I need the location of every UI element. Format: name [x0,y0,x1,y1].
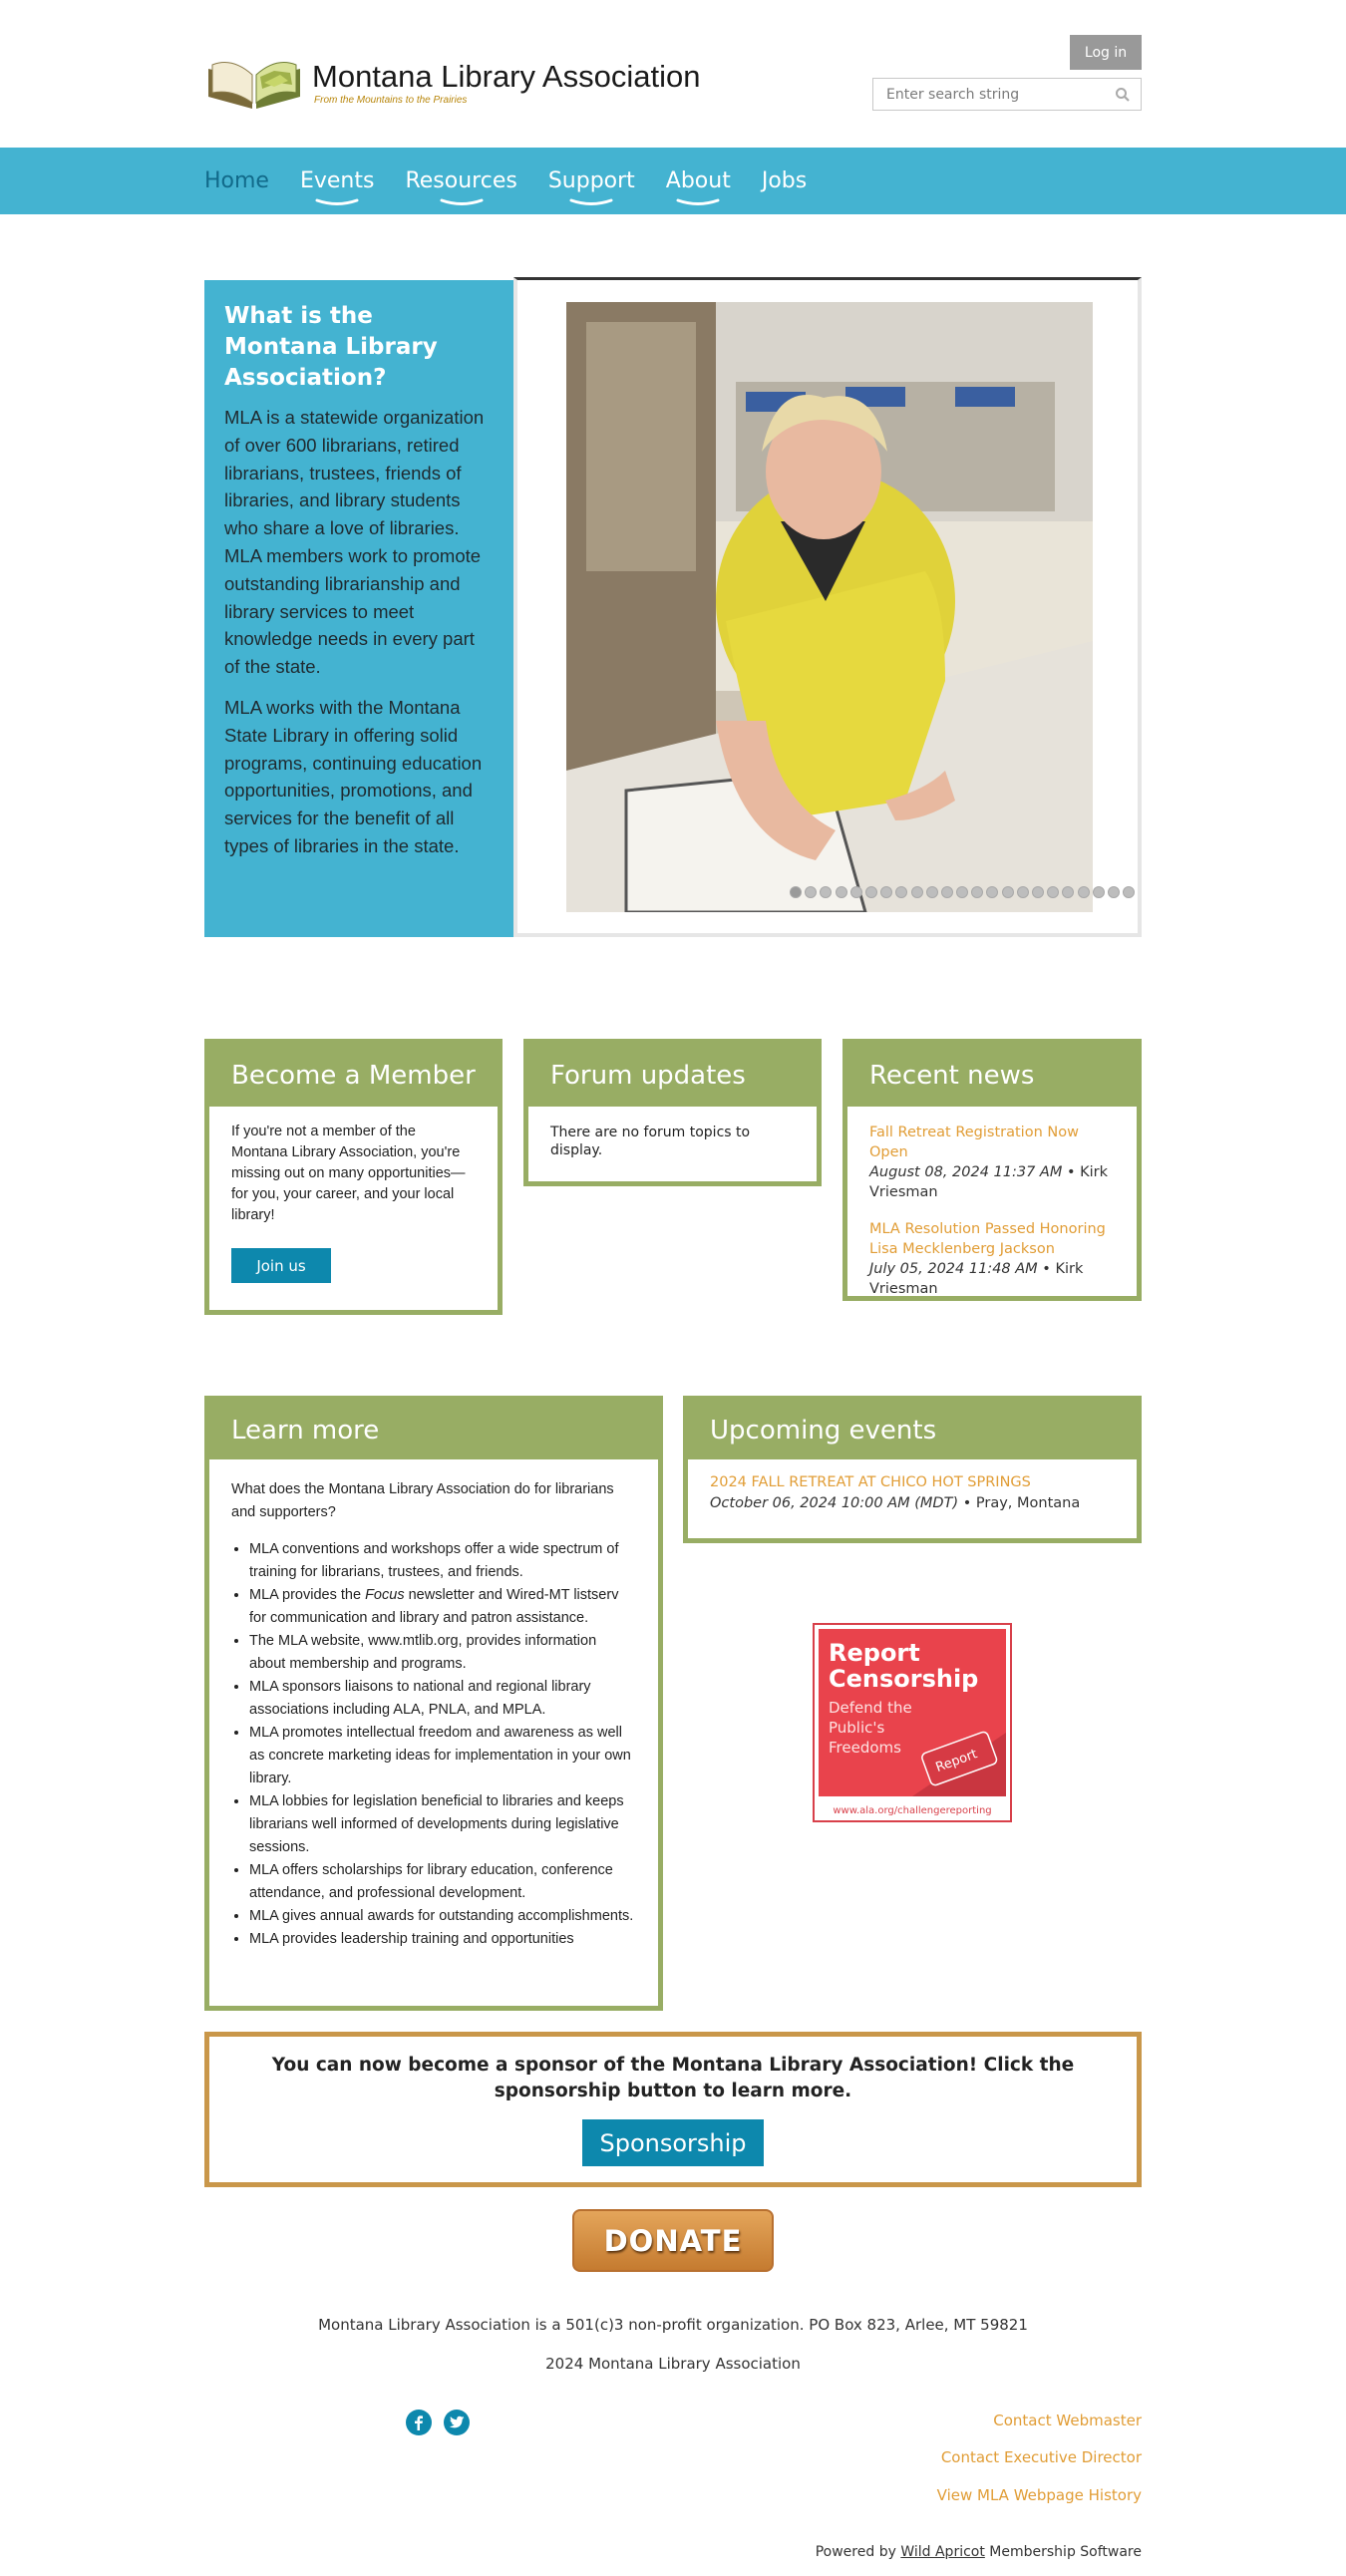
webpage-history-link[interactable]: View MLA Webpage History [936,2486,1142,2504]
dropdown-indicator-icon [676,197,720,207]
twitter-icon[interactable] [444,2410,470,2435]
slideshow-dot[interactable] [805,886,817,898]
nav-jobs[interactable] [762,148,807,214]
member-card-text: If you're not a member of the Montana Library Association, you're missing out on many opportunities—for you, your career, and your local library! [231,1124,466,1223]
news-item-date: August 08, 2024 11:37 AM [869,1164,1063,1180]
intro-box [204,280,513,937]
news-item-title-link[interactable]: Fall Retreat Registration Now Open [869,1125,1079,1160]
nav-resources-label: Resources [405,168,517,193]
nav-support-label: Support [547,168,635,193]
learn-more-title: Learn more [209,1401,658,1459]
event-title-link[interactable]: 2024 FALL RETREAT AT CHICO HOT SPRINGS [710,1474,1031,1490]
sponsor-box [204,2032,1142,2187]
slideshow-dot[interactable] [1062,886,1074,898]
learn-more-item: • MLA lobbies for legislation beneficial to libraries and keeps librarians well informed of developments during legislative sessions. [249,1790,636,1859]
join-us-button[interactable]: Join us [231,1248,331,1283]
nav-jobs-label: Jobs [761,168,808,193]
news-card [842,1039,1142,1301]
slideshow-dot[interactable] [1078,886,1090,898]
news-item-author: Kirk Vriesman [869,1164,1109,1200]
censorship-ad-url: www.ala.org/challengereporting [833,1805,992,1816]
slideshow-dot[interactable] [1032,886,1044,898]
social-links [406,2410,482,2435]
powered-by [816,2544,1142,2560]
logo-title: Montana Library Association [312,59,701,94]
nav-events[interactable] [300,148,375,214]
main-nav [0,148,1346,214]
news-item: Fall Retreat Registration Now Open August 08, 2024 11:37 AM • Kirk Vriesman [869,1123,1115,1202]
report-key-label: Report [933,1747,980,1776]
nav-home[interactable] [204,148,269,214]
slideshow-dot[interactable] [941,886,953,898]
contact-executive-director-link[interactable]: Contact Executive Director [940,2448,1142,2466]
report-censorship-ad[interactable] [813,1623,1012,1822]
news-card-title: Recent news [847,1044,1137,1107]
learn-more-item: • MLA conventions and workshops offer a wide spectrum of training for librarians, trustees, and friends. [249,1538,636,1584]
logo-text [312,60,700,106]
learn-more-item: • MLA promotes intellectual freedom and awareness as well as concrete marketing ideas for implementation in your own library. [249,1722,636,1790]
slideshow-dot[interactable] [836,886,847,898]
slideshow-dot[interactable] [1002,886,1014,898]
powered-by-prefix: Powered by [815,2544,896,2560]
search-box [872,78,1142,111]
forum-card-text: There are no forum topics to display. [550,1125,751,1158]
upcoming-events-card: Upcoming events 2024 FALL RETREAT AT CHICO HOT SPRINGS October 06, 2024 10:00 AM (MDT) • Pray, Montana [683,1396,1142,1543]
event-date: October 06, 2024 10:00 AM (MDT) [710,1495,959,1511]
nav-support[interactable] [548,148,635,214]
event-location: Pray, Montana [975,1495,1081,1511]
learn-more-item: • MLA gives annual awards for outstanding accomplishments. [249,1905,636,1928]
sponsorship-button[interactable]: Sponsorship [582,2119,764,2166]
slideshow-dot[interactable] [1093,886,1105,898]
slideshow-dot[interactable] [926,886,938,898]
learn-more-item: • MLA offers scholarships for library education, conference attendance, and professional development. [249,1859,636,1905]
search-input[interactable] [873,79,1103,110]
slideshow-photo [566,302,1093,912]
censorship-ad-line1: Report [829,1639,920,1667]
slideshow-dot[interactable] [911,886,923,898]
learn-more-item: • The MLA website, www.mtlib.org, provides information about membership and programs. [249,1630,636,1676]
dropdown-indicator-icon [569,197,613,207]
slideshow-dot[interactable] [1017,886,1029,898]
footer-copyright: 2024 Montana Library Association [545,2355,801,2373]
news-item-author: Kirk Vriesman [869,1261,1084,1297]
photo-slideshow [513,277,1142,937]
slideshow-dot[interactable] [986,886,998,898]
slideshow-dot[interactable] [850,886,862,898]
nav-resources[interactable] [405,148,516,214]
learn-more-list [231,1538,636,1951]
learn-more-item: • MLA provides leadership training and opportunities [249,1928,636,1951]
forum-card [523,1039,822,1186]
wild-apricot-link[interactable]: Wild Apricot [900,2544,985,2560]
slideshow-dot[interactable] [865,886,877,898]
facebook-icon[interactable] [406,2410,432,2435]
news-item: MLA Resolution Passed Honoring Lisa Mecklenberg Jackson July 05, 2024 11:48 AM • Kirk Vriesman [869,1219,1115,1299]
nav-home-label: Home [204,168,269,193]
censorship-ad-line2: Censorship [829,1665,979,1693]
learn-more-card [204,1396,663,2011]
slideshow-dot[interactable] [895,886,907,898]
footer-org-info: Montana Library Association is a 501(c)3 non-profit organization. PO Box 823, Arlee, MT 59821 [318,2316,1028,2334]
dropdown-indicator-icon [315,197,359,207]
slideshow-dot[interactable] [790,886,802,898]
sponsor-text: You can now become a sponsor of the Montana Library Association! Click the sponsorship button to learn more. [271,2055,1075,2101]
censorship-ad-line5: Freedoms [829,1739,901,1757]
forum-card-title: Forum updates [528,1044,817,1107]
donate-button[interactable]: DONATE [572,2209,774,2272]
site-logo[interactable] [204,52,703,114]
intro-title: What is the Montana Library Association? [224,303,438,391]
slideshow-dot[interactable] [971,886,983,898]
nav-about[interactable] [666,148,731,214]
slideshow-dot[interactable] [820,886,832,898]
learn-more-item: • MLA provides the Focus newsletter and Wired-MT listserv for communication and library and patron assistance. [249,1584,636,1630]
news-item-title-link[interactable]: MLA Resolution Passed Honoring Lisa Mecklenberg Jackson [869,1221,1106,1257]
upcoming-events-title: Upcoming events [688,1401,1137,1459]
censorship-ad-line4: Public's [829,1719,885,1737]
slideshow-dot[interactable] [880,886,892,898]
slideshow-dots [790,886,1138,898]
censorship-ad-line3: Defend the [829,1699,912,1717]
member-card-title: Become a Member [209,1044,498,1107]
logo-tagline: From the Mountains to the Prairies [314,95,468,106]
learn-more-intro: What does the Montana Library Association do for librarians and supporters? [231,1481,614,1520]
member-card [204,1039,503,1315]
contact-webmaster-link[interactable]: Contact Webmaster [993,2412,1142,2429]
nav-events-label: Events [299,168,375,193]
intro-paragraph-2: MLA works with the Montana State Library in offering solid programs, continuing education opportunities, promotions, and services for the benefit of all types of libraries in the state. [224,696,483,856]
slideshow-dot[interactable] [1047,886,1059,898]
book-logo-icon [204,53,304,113]
slideshow-dot[interactable] [956,886,968,898]
learn-more-item: • MLA sponsors liaisons to national and regional library associations including ALA, PNLA, and MPLA. [249,1676,636,1722]
news-item-date: July 05, 2024 11:48 AM [869,1261,1038,1277]
intro-paragraph-1: MLA is a statewide organization of over 600 librarians, retired librarians, trustees, friends of libraries, and library students who share a love of libraries. MLA members work to promote outstanding librarianship and library services to meet knowledge needs in every part of the state. [224,407,485,678]
slideshow-dot[interactable] [1108,886,1120,898]
dropdown-indicator-icon [440,197,484,207]
login-button[interactable]: Log in [1070,35,1142,70]
search-icon[interactable] [1115,87,1131,107]
nav-about-label: About [665,168,731,193]
powered-by-suffix: Membership Software [989,2544,1142,2560]
slideshow-dot[interactable] [1123,886,1135,898]
